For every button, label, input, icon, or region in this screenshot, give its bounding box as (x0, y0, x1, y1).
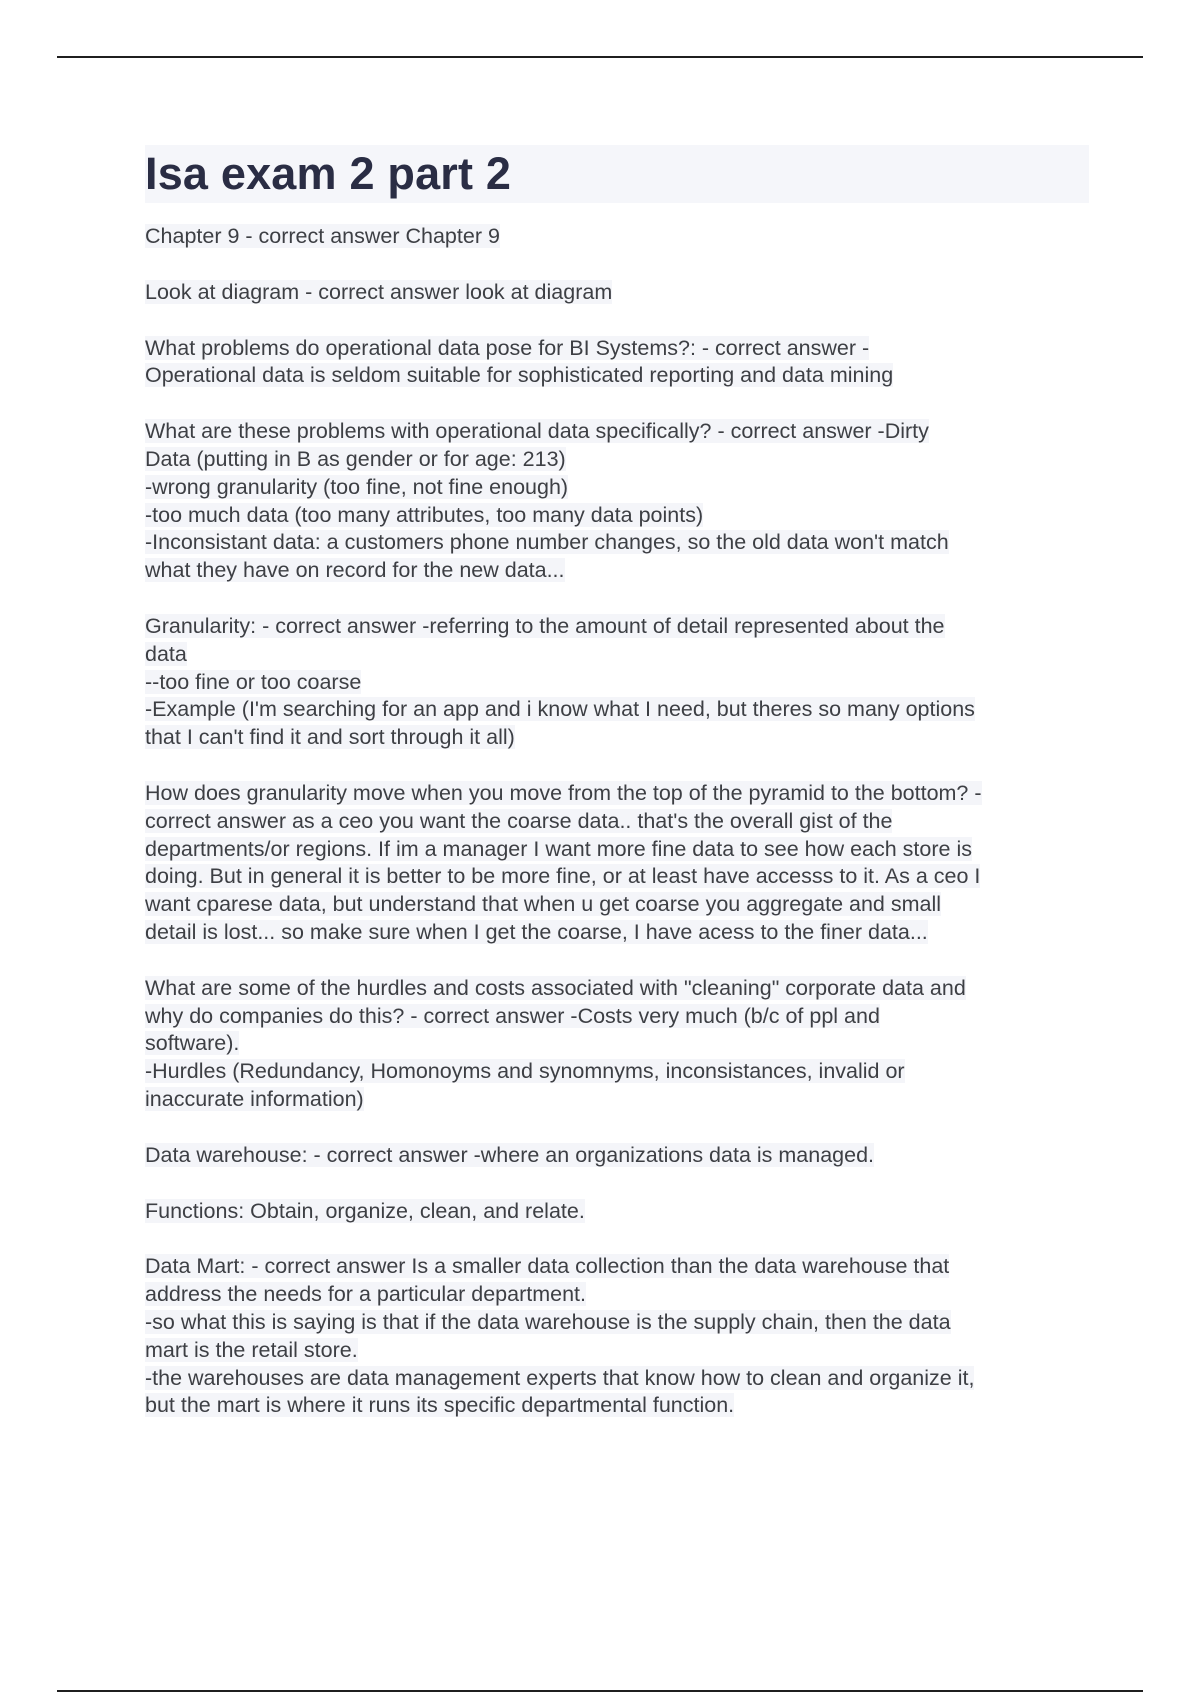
text-line: -too much data (too many attributes, too many data points) (145, 502, 704, 527)
text-line: -so what this is saying is that if the data warehouse is the supply chain, then the data (145, 1309, 951, 1334)
text-line: Operational data is seldom suitable for sophisticated reporting and data mining (145, 363, 894, 388)
text-line: Data (putting in B as gender or for age: 213) (145, 446, 566, 471)
flashcard-entry (145, 1253, 1089, 1420)
text-line: address the needs for a particular department. (145, 1282, 587, 1307)
flashcard-entry (145, 1198, 1089, 1226)
text-line: -wrong granularity (too fine, not fine enough) (145, 474, 569, 499)
text-line: inaccurate information) (145, 1086, 364, 1111)
flashcard-entry (145, 613, 1089, 752)
text-line: How does granularity move when you move from the top of the pyramid to the bottom? - (145, 780, 982, 805)
text-line: doing. But in general it is better to be more fine, or at least have accesss to it. As a ceo I (145, 864, 981, 889)
text-line: mart is the retail store. (145, 1337, 358, 1362)
flashcard-entry (145, 279, 1089, 307)
footer-rule (57, 1690, 1143, 1692)
text-line: but the mart is where it runs its specific departmental function. (145, 1393, 735, 1418)
text-line: Data warehouse: - correct answer -where an organizations data is managed. (145, 1142, 874, 1167)
flashcard-entry (145, 223, 1089, 251)
text-line: What are some of the hurdles and costs associated with "cleaning" corporate data and (145, 975, 966, 1000)
text-line: Granularity: - correct answer -referring to the amount of detail represented about the (145, 613, 945, 638)
document-body (145, 145, 1089, 1448)
flashcard-entry (145, 418, 1089, 585)
flashcard-entry (145, 975, 1089, 1114)
text-line: Data Mart: - correct answer Is a smaller data collection than the data warehouse that (145, 1254, 950, 1279)
text-line: what they have on record for the new data... (145, 558, 565, 583)
text-line: --too fine or too coarse (145, 669, 362, 694)
text-line: data (145, 641, 187, 666)
text-line: -the warehouses are data management experts that know how to clean and organize it, (145, 1365, 975, 1390)
text-line: departments/or regions. If im a manager I want more fine data to see how each store is (145, 836, 972, 861)
flashcard-entry (145, 1142, 1089, 1170)
text-line: -Example (I'm searching for an app and i know what I need, but theres so many options (145, 697, 975, 722)
text-line: want cparese data, but understand that when u get coarse you aggregate and small (145, 892, 942, 917)
text-line: -Hurdles (Redundancy, Homonoyms and synomnyms, inconsistances, invalid or (145, 1059, 905, 1084)
text-line: detail is lost... so make sure when I get the coarse, I have acess to the finer data... (145, 919, 928, 944)
text-line: What are these problems with operational data specifically? - correct answer -Dirty (145, 419, 929, 444)
text-line: Functions: Obtain, organize, clean, and relate. (145, 1198, 585, 1223)
text-line: What problems do operational data pose for BI Systems?: - correct answer - (145, 335, 870, 360)
text-line: software). (145, 1031, 240, 1056)
text-line: that I can't find it and sort through it all) (145, 725, 515, 750)
document-title: Isa exam 2 part 2 (145, 148, 512, 199)
text-line: why do companies do this? - correct answer -Costs very much (b/c of ppl and (145, 1003, 880, 1028)
header-rule (57, 56, 1143, 58)
text-line: Look at diagram - correct answer look at diagram (145, 279, 613, 304)
flashcard-entry (145, 335, 1089, 391)
text-line: -Inconsistant data: a customers phone number changes, so the old data won't match (145, 530, 949, 555)
text-line: correct answer as a ceo you want the coarse data.. that's the overall gist of the (145, 808, 893, 833)
title-band (145, 145, 1089, 203)
flashcard-entry (145, 780, 1089, 947)
text-line: Chapter 9 - correct answer Chapter 9 (145, 224, 500, 248)
